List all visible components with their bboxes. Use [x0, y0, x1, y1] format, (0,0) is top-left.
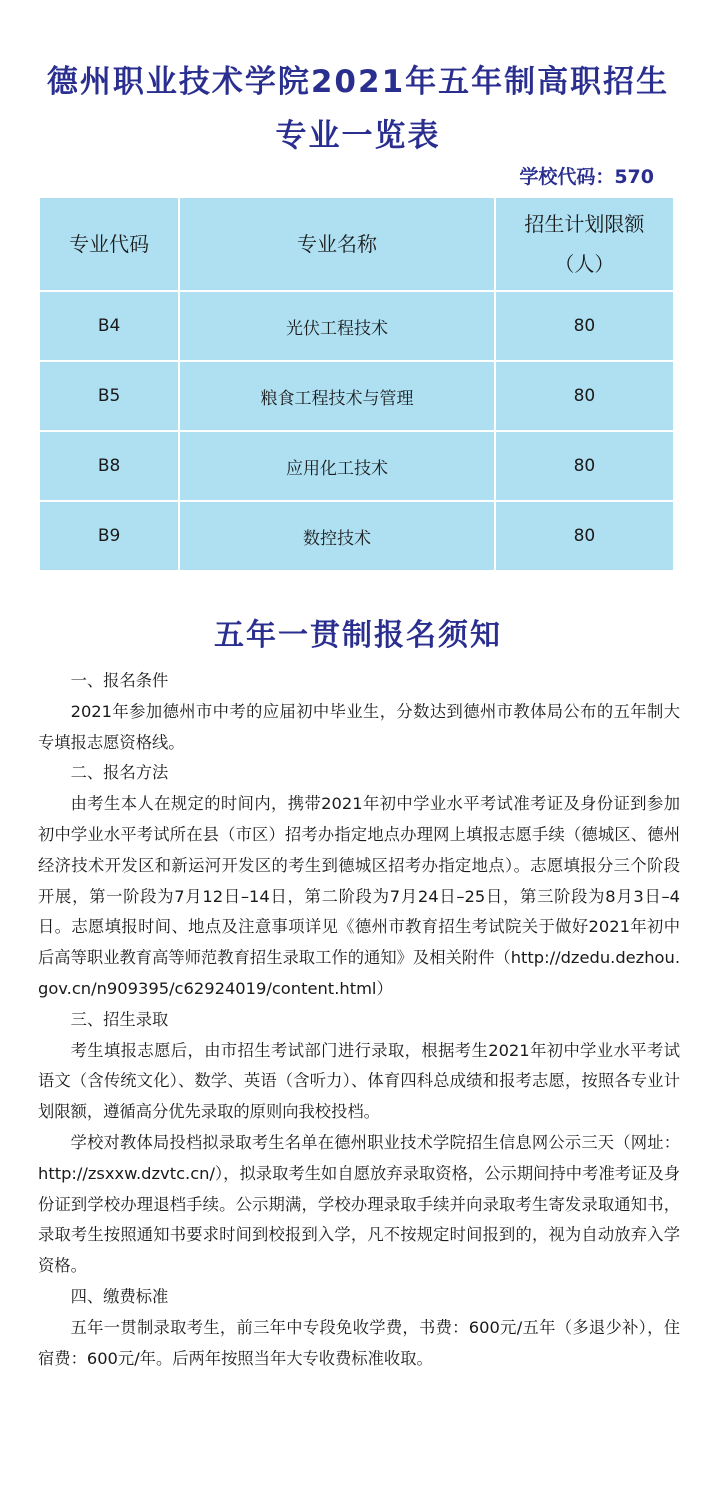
- notice-title: 五年一贯制报名须知: [214, 618, 502, 653]
- cell-name: 应用化工技术: [179, 431, 495, 501]
- paragraph-admission: 考生填报志愿后，由市招生考试部门进行录取，根据考生2021年初中学业水平考试语文（含传统文化）、数学、英语（含听力）、体育四科总成绩和报考志愿，按照各专业计划限额，遵循高分优先录取的原则向我校投档。: [38, 1040, 680, 1122]
- cell-quota: 80: [495, 431, 674, 501]
- cell-code: B9: [39, 501, 179, 571]
- section-heading-fees: 四、缴费标准: [70, 1286, 169, 1306]
- paragraph-conditions: 2021年参加德州市中考的应届初中毕业生，分数达到德州市教体局公布的五年制大专填报志愿资格线。: [38, 701, 680, 752]
- cell-code: B8: [39, 431, 179, 501]
- cell-name: 光伏工程技术: [179, 291, 495, 361]
- school-code: 学校代码：570: [519, 166, 654, 188]
- majors-table: [38, 196, 675, 572]
- cell-code: B4: [39, 291, 179, 361]
- cell-code: B5: [39, 361, 179, 431]
- header-quota-line2: （人）: [554, 252, 615, 276]
- header-name: 专业名称: [179, 197, 495, 291]
- section-heading-method: 二、报名方法: [70, 763, 169, 783]
- page-title-line1: 德州职业技术学院2021年五年制高职招生: [46, 64, 670, 100]
- table-header-row: [39, 197, 674, 291]
- cell-quota: 80: [495, 501, 674, 571]
- section-heading-conditions: 一、报名条件: [70, 671, 169, 690]
- cell-quota: 80: [495, 361, 674, 431]
- cell-name: 粮食工程技术与管理: [179, 361, 495, 431]
- section-heading-admission: 三、招生录取: [70, 1009, 169, 1029]
- notice-body: [38, 666, 680, 1374]
- table-row: [39, 361, 674, 431]
- page-title-line2: 专业一览表: [275, 118, 441, 154]
- table-row: [39, 431, 674, 501]
- header-code: 专业代码: [39, 197, 179, 291]
- paragraph-publicity: 学校对教体局投档拟录取考生名单在德州职业技术学院招生信息网公示三天（网址：http://zsxxw.dzvtc.cn/），拟录取考生如自愿放弃录取资格，公示期间持中考准考证及身份证到学校办理退档手续。公示期满，学校办理录取手续并向录取考生寄发录取通知书，录取考生按照通知书要求时间到校报到入学，凡不按规定时间报到的，视为自动放弃入学资格。: [38, 1132, 680, 1276]
- header-quota: [495, 197, 674, 291]
- table-row: [39, 291, 674, 361]
- paragraph-fees: 五年一贯制录取考生，前三年中专段免收学费，书费：600元/五年（多退少补），住宿费：600元/年。后两年按照当年大专收费标准收取。: [38, 1317, 680, 1368]
- cell-name: 数控技术: [179, 501, 495, 571]
- table-row: [39, 501, 674, 571]
- paragraph-method: 由考生本人在规定的时间内，携带2021年初中学业水平考试准考证及身份证到参加初中学业水平考试所在县（市区）招考办指定地点办理网上填报志愿手续（德城区、德州经济技术开发区和新运河开发区的考生到德城区招考办指定地点）。志愿填报分三个阶段开展，第一阶段为7月12日–14日，第二阶段为7月24日–25日，第三阶段为8月3日–4日。志愿填报时间、地点及注意事项详见《德州市教育招生考试院关于做好2021年初中后高等职业教育高等师范教育招生录取工作的通知》及相关附件（http://dzedu.dezhou.gov.cn/n909395/c62924019/content.html）: [38, 794, 680, 998]
- header-quota-line1: 招生计划限额: [524, 212, 645, 236]
- cell-quota: 80: [495, 291, 674, 361]
